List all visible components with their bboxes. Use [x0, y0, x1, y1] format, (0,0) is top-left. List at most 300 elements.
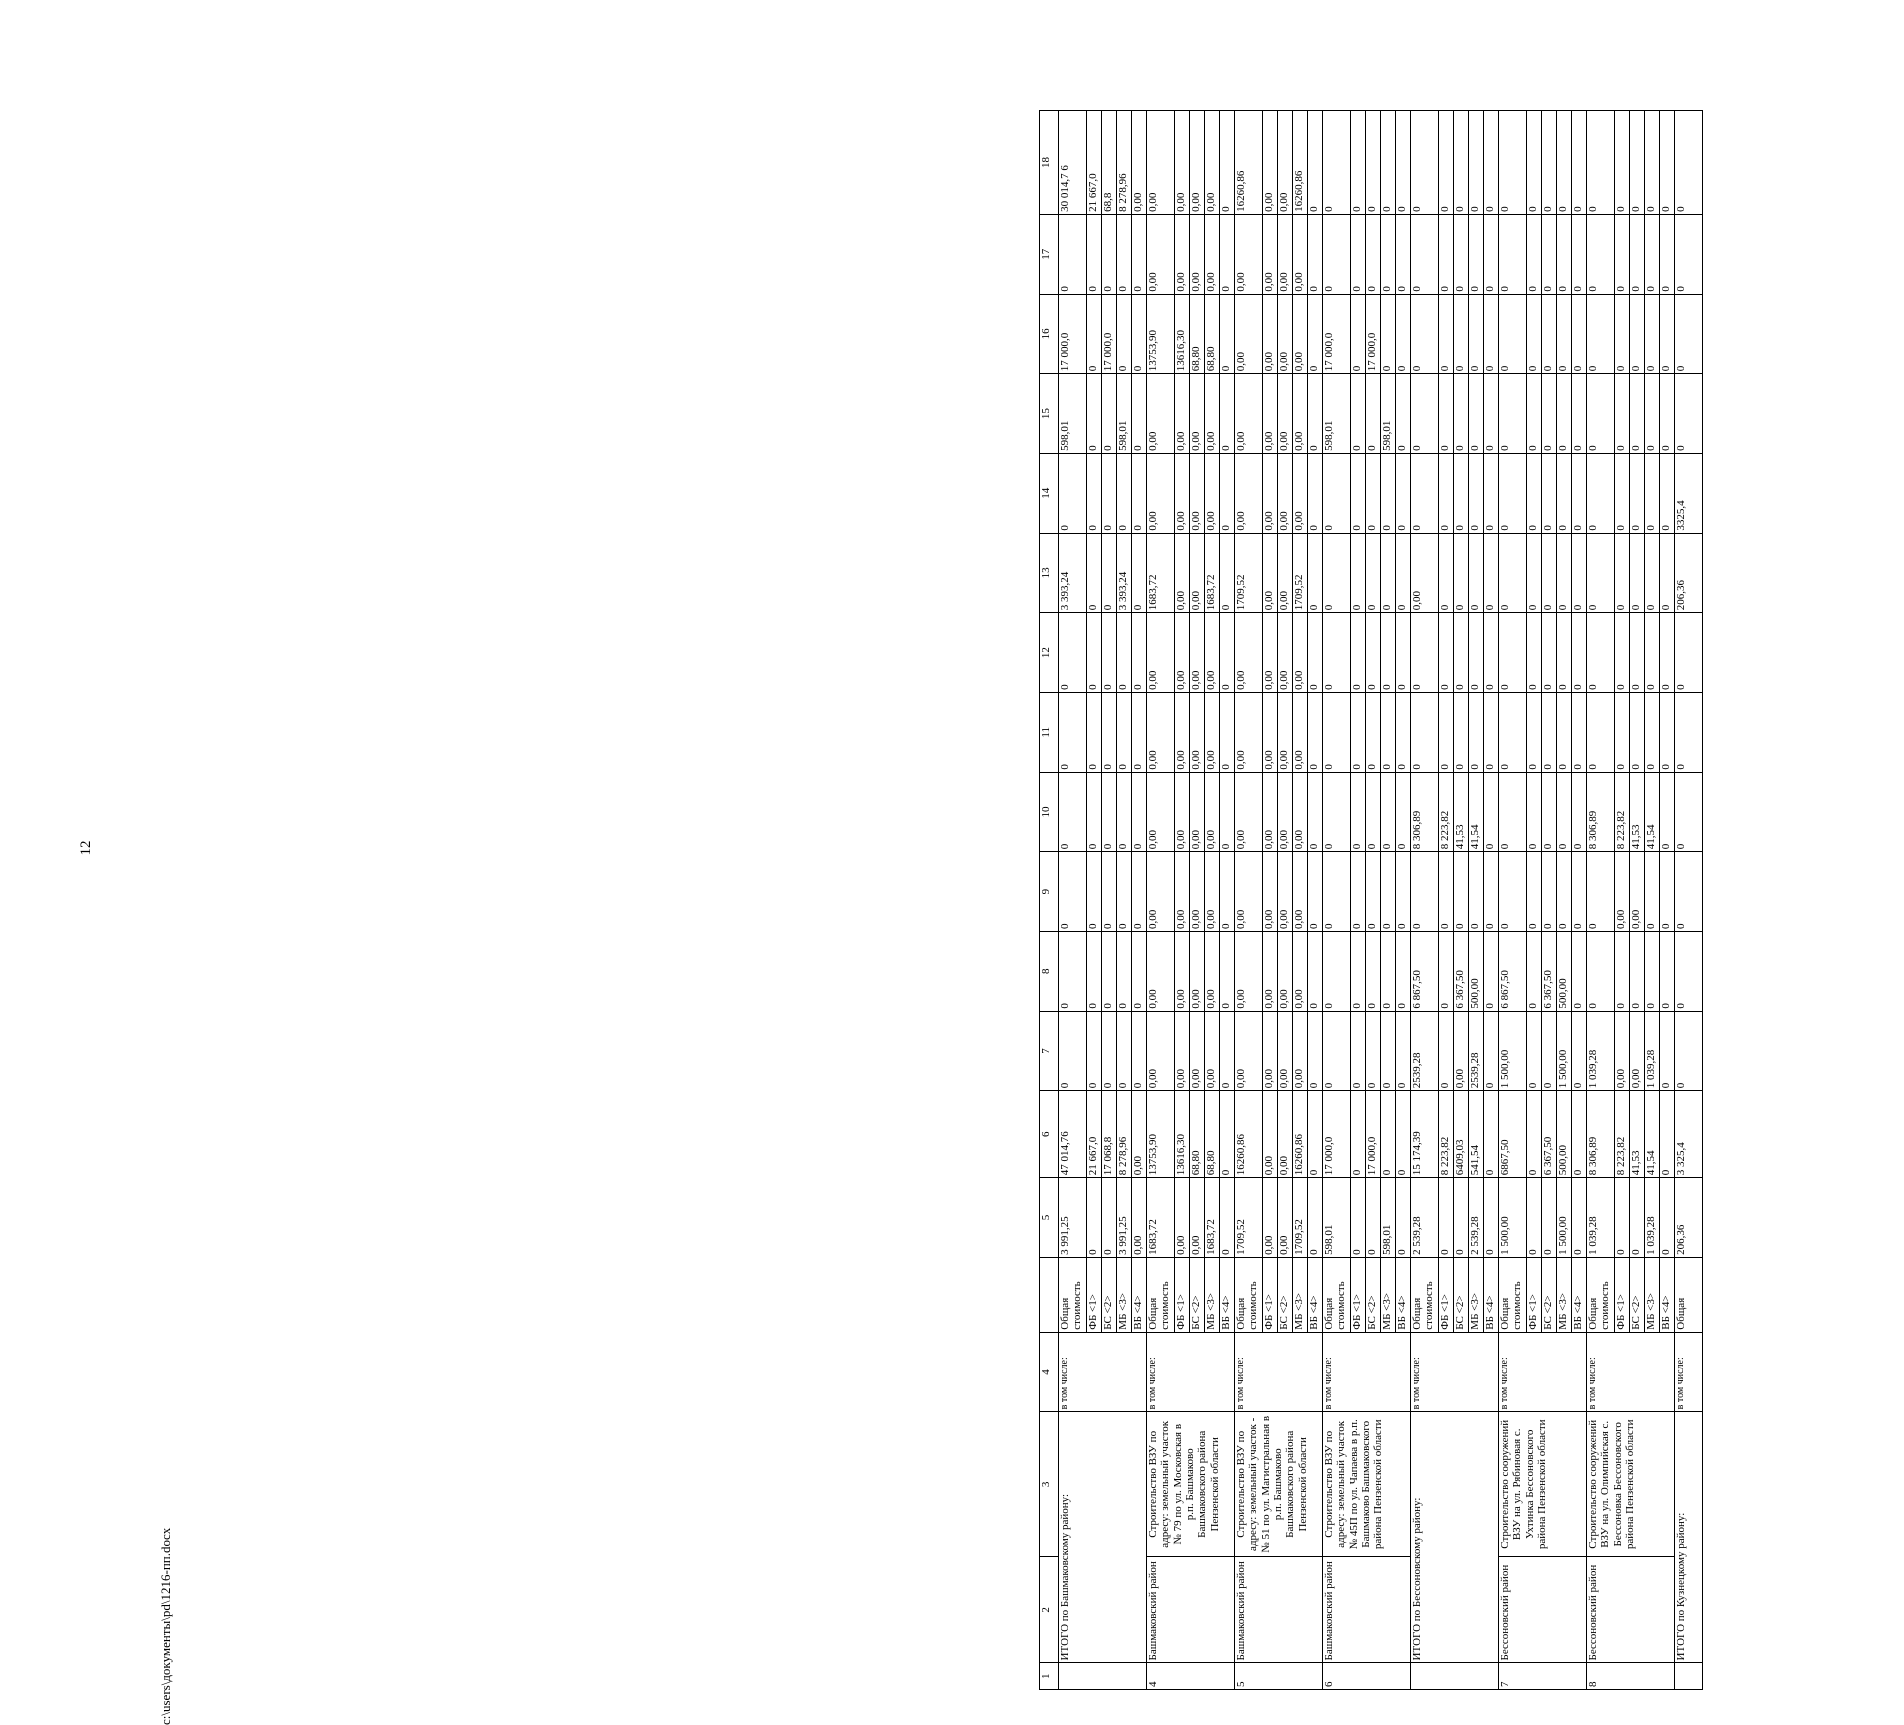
- district-name: Бессоновский район: [1499, 1557, 1587, 1663]
- value-cell: 0: [1587, 111, 1615, 215]
- value-cell: 0,00: [1263, 1091, 1278, 1178]
- value-cell: 0: [1132, 692, 1147, 772]
- header-cell: 1: [1040, 1663, 1059, 1690]
- value-cell: 0: [1381, 533, 1396, 613]
- value-cell: 0: [1411, 111, 1439, 215]
- value-cell: 0: [1527, 852, 1542, 932]
- value-cell: 0: [1587, 374, 1615, 454]
- value-cell: 0: [1454, 214, 1469, 294]
- value-cell: 0: [1059, 613, 1087, 693]
- value-cell: 0,00: [1293, 692, 1308, 772]
- value-cell: 0: [1411, 294, 1439, 374]
- value-cell: 21 667,0: [1087, 1091, 1102, 1178]
- value-cell: 0,00: [1175, 374, 1190, 454]
- value-cell: 68,80: [1205, 1091, 1220, 1178]
- value-cell: 0: [1527, 772, 1542, 852]
- value-cell: 0: [1675, 294, 1703, 374]
- funding-source: МБ <3>: [1205, 1257, 1220, 1332]
- value-cell: 0: [1351, 111, 1366, 215]
- value-cell: 0,00: [1293, 852, 1308, 932]
- value-cell: 0: [1117, 613, 1132, 693]
- value-cell: 0: [1366, 453, 1381, 533]
- value-cell: 0: [1675, 214, 1703, 294]
- value-cell: 0: [1499, 692, 1527, 772]
- value-cell: 68,80: [1190, 294, 1205, 374]
- district-name: Башмаковский район: [1323, 1557, 1411, 1663]
- value-cell: 1709,52: [1293, 1178, 1308, 1258]
- value-cell: 0: [1557, 111, 1572, 215]
- value-cell: 0: [1439, 533, 1454, 613]
- value-cell: 0: [1469, 533, 1484, 613]
- value-cell: 0: [1396, 692, 1411, 772]
- value-cell: 0,00: [1235, 294, 1263, 374]
- value-cell: 0: [1660, 613, 1675, 693]
- value-cell: 0,00: [1278, 692, 1293, 772]
- value-cell: 0: [1484, 111, 1499, 215]
- value-cell: 0: [1499, 294, 1527, 374]
- header-cell: 6: [1040, 1091, 1059, 1178]
- value-cell: 0: [1323, 111, 1351, 215]
- value-cell: 0: [1469, 214, 1484, 294]
- row-number: [1411, 1663, 1499, 1690]
- value-cell: 0: [1132, 931, 1147, 1011]
- value-cell: 6 367,50: [1542, 1091, 1557, 1178]
- value-cell: 0: [1366, 1011, 1381, 1091]
- value-cell: 0,00: [1263, 1178, 1278, 1258]
- value-cell: 0,00: [1235, 374, 1263, 454]
- value-cell: 0: [1117, 453, 1132, 533]
- value-cell: 0: [1308, 453, 1323, 533]
- value-cell: 0: [1366, 533, 1381, 613]
- value-cell: 0,00: [1411, 533, 1439, 613]
- header-cell: 2: [1040, 1557, 1059, 1663]
- value-cell: 8 278,96: [1117, 111, 1132, 215]
- value-cell: 0: [1381, 294, 1396, 374]
- value-cell: 0: [1557, 214, 1572, 294]
- value-cell: 41,54: [1469, 772, 1484, 852]
- value-cell: 1 039,28: [1587, 1011, 1615, 1091]
- value-cell: 0: [1102, 1011, 1117, 1091]
- table-row: [1499, 111, 1527, 1690]
- value-cell: 0: [1630, 294, 1645, 374]
- header-cell: [1040, 1257, 1059, 1332]
- value-cell: 0: [1323, 533, 1351, 613]
- value-cell: 0: [1675, 692, 1703, 772]
- value-cell: 0: [1484, 772, 1499, 852]
- value-cell: 0: [1542, 294, 1557, 374]
- value-cell: 0,00: [1175, 453, 1190, 533]
- value-cell: 0,00: [1630, 1011, 1645, 1091]
- value-cell: 0: [1645, 111, 1660, 215]
- table-header: [1040, 111, 1059, 1690]
- funding-source: БС <2>: [1278, 1257, 1293, 1332]
- funding-source: ВБ <4>: [1484, 1257, 1499, 1332]
- value-cell: 0: [1220, 453, 1235, 533]
- value-cell: 0: [1484, 852, 1499, 932]
- value-cell: 0: [1132, 1011, 1147, 1091]
- value-cell: 0,00: [1263, 214, 1278, 294]
- value-cell: 0,00: [1175, 692, 1190, 772]
- value-cell: 0,00: [1205, 1011, 1220, 1091]
- value-cell: 0: [1381, 692, 1396, 772]
- row-number: 7: [1499, 1663, 1587, 1690]
- header-cell: 13: [1040, 533, 1059, 613]
- value-cell: 0,00: [1190, 214, 1205, 294]
- value-cell: 0: [1484, 1011, 1499, 1091]
- value-cell: 0: [1527, 294, 1542, 374]
- value-cell: 0,00: [1278, 931, 1293, 1011]
- value-cell: 0: [1102, 453, 1117, 533]
- funding-source: МБ <3>: [1117, 1257, 1132, 1332]
- value-cell: 0,00: [1147, 692, 1175, 772]
- value-cell: 0: [1615, 613, 1630, 693]
- value-cell: 0: [1469, 613, 1484, 693]
- value-cell: 0: [1439, 1011, 1454, 1091]
- value-cell: 0: [1366, 931, 1381, 1011]
- value-cell: 0: [1220, 1091, 1235, 1178]
- project-name: Строительство сооружений ВЗУ на ул. Рябиновая с. Ухтинка Бессоновского района Пензенской области: [1499, 1412, 1587, 1557]
- value-cell: 206,36: [1675, 1178, 1703, 1258]
- value-cell: 0: [1542, 214, 1557, 294]
- value-cell: 8 223,82: [1439, 772, 1454, 852]
- value-cell: 0: [1660, 1011, 1675, 1091]
- value-cell: 0: [1396, 111, 1411, 215]
- value-cell: 0,00: [1190, 613, 1205, 693]
- value-cell: 0: [1366, 214, 1381, 294]
- value-cell: 0: [1527, 214, 1542, 294]
- value-cell: 1 500,00: [1557, 1011, 1572, 1091]
- value-cell: 0,00: [1205, 772, 1220, 852]
- value-cell: 0,00: [1263, 111, 1278, 215]
- district-name: Башмаковский район: [1235, 1557, 1323, 1663]
- value-cell: 0,00: [1132, 111, 1147, 215]
- value-cell: 0: [1308, 1178, 1323, 1258]
- value-cell: 0: [1645, 852, 1660, 932]
- value-cell: 0: [1660, 453, 1675, 533]
- value-cell: 0: [1323, 1011, 1351, 1091]
- value-cell: 0: [1220, 1178, 1235, 1258]
- table-row: [1235, 111, 1263, 1690]
- value-cell: 0: [1484, 374, 1499, 454]
- value-cell: 0: [1381, 1011, 1396, 1091]
- funding-source: МБ <3>: [1469, 1257, 1484, 1332]
- funding-source: Общая стоимость: [1147, 1257, 1175, 1332]
- value-cell: 500,00: [1469, 931, 1484, 1011]
- value-cell: 0: [1308, 852, 1323, 932]
- row-number: 4: [1147, 1663, 1235, 1690]
- value-cell: 0: [1557, 852, 1572, 932]
- value-cell: 0,00: [1190, 533, 1205, 613]
- value-cell: 0: [1615, 931, 1630, 1011]
- value-cell: 0,00: [1263, 453, 1278, 533]
- value-cell: 47 014,76: [1059, 1091, 1087, 1178]
- value-cell: 0,00: [1293, 613, 1308, 693]
- value-cell: 598,01: [1381, 374, 1396, 454]
- value-cell: 0: [1572, 533, 1587, 613]
- value-cell: 0,00: [1175, 214, 1190, 294]
- funding-source: МБ <3>: [1645, 1257, 1660, 1332]
- value-cell: 0,00: [1263, 1011, 1278, 1091]
- value-cell: 8 223,82: [1615, 772, 1630, 852]
- breakdown-label: в том числе:: [1235, 1332, 1323, 1412]
- breakdown-label: в том числе:: [1675, 1332, 1703, 1412]
- value-cell: 1683,72: [1205, 1178, 1220, 1258]
- funding-source: БС <2>: [1102, 1257, 1117, 1332]
- value-cell: 598,01: [1117, 374, 1132, 454]
- value-cell: 0: [1439, 294, 1454, 374]
- value-cell: 0: [1132, 214, 1147, 294]
- value-cell: 0,00: [1278, 613, 1293, 693]
- value-cell: 13753,90: [1147, 294, 1175, 374]
- value-cell: 0: [1587, 533, 1615, 613]
- breakdown-label: в том числе:: [1059, 1332, 1147, 1412]
- value-cell: 0: [1484, 1091, 1499, 1178]
- value-cell: 6 367,50: [1542, 931, 1557, 1011]
- row-number: 6: [1323, 1663, 1411, 1690]
- value-cell: 0: [1308, 533, 1323, 613]
- value-cell: 0: [1587, 294, 1615, 374]
- value-cell: 0: [1630, 214, 1645, 294]
- value-cell: 0: [1059, 772, 1087, 852]
- breakdown-label: в том числе:: [1411, 1332, 1499, 1412]
- value-cell: 8 223,82: [1439, 1091, 1454, 1178]
- value-cell: 0: [1557, 374, 1572, 454]
- value-cell: 0: [1439, 931, 1454, 1011]
- funding-source: ФБ <1>: [1527, 1257, 1542, 1332]
- value-cell: 0: [1366, 111, 1381, 215]
- value-cell: 0: [1087, 294, 1102, 374]
- value-cell: 0: [1615, 453, 1630, 533]
- value-cell: 0: [1572, 931, 1587, 1011]
- value-cell: 0,00: [1205, 374, 1220, 454]
- table-row: [1411, 111, 1439, 1690]
- funding-source: ВБ <4>: [1396, 1257, 1411, 1332]
- value-cell: 0: [1220, 111, 1235, 215]
- value-cell: 0: [1527, 931, 1542, 1011]
- value-cell: 15 174,39: [1411, 1091, 1439, 1178]
- value-cell: 0: [1366, 772, 1381, 852]
- header-cell: 4: [1040, 1332, 1059, 1412]
- value-cell: 0: [1308, 214, 1323, 294]
- value-cell: 0: [1630, 533, 1645, 613]
- value-cell: 0: [1087, 453, 1102, 533]
- value-cell: 0: [1615, 533, 1630, 613]
- value-cell: 0,00: [1147, 111, 1175, 215]
- value-cell: 0: [1351, 453, 1366, 533]
- value-cell: 6 867,50: [1411, 931, 1439, 1011]
- group-total-label: ИТОГО по Кузнецкому району:: [1675, 1412, 1703, 1663]
- value-cell: 16260,86: [1235, 111, 1263, 215]
- value-cell: 0,00: [1278, 453, 1293, 533]
- value-cell: 3 393,24: [1059, 533, 1087, 613]
- header-cell: 8: [1040, 931, 1059, 1011]
- value-cell: 0: [1454, 692, 1469, 772]
- value-cell: 0: [1396, 374, 1411, 454]
- table-row: [1147, 111, 1175, 1690]
- value-cell: 0: [1675, 1011, 1703, 1091]
- value-cell: 68,80: [1205, 294, 1220, 374]
- value-cell: 0: [1381, 214, 1396, 294]
- value-cell: 0: [1615, 374, 1630, 454]
- breakdown-label: в том числе:: [1147, 1332, 1235, 1412]
- value-cell: 0: [1454, 533, 1469, 613]
- value-cell: 0: [1660, 214, 1675, 294]
- value-cell: 0,00: [1147, 852, 1175, 932]
- value-cell: 0: [1381, 1091, 1396, 1178]
- value-cell: 8 223,82: [1615, 1091, 1630, 1178]
- value-cell: 0,00: [1235, 1011, 1263, 1091]
- value-cell: 0: [1454, 374, 1469, 454]
- value-cell: 0: [1102, 374, 1117, 454]
- value-cell: 0: [1132, 533, 1147, 613]
- value-cell: 0: [1542, 1011, 1557, 1091]
- value-cell: 0: [1439, 852, 1454, 932]
- value-cell: 0,00: [1175, 1178, 1190, 1258]
- value-cell: 0: [1675, 613, 1703, 693]
- funding-source: БС <2>: [1630, 1257, 1645, 1332]
- breakdown-label: в том числе:: [1499, 1332, 1587, 1412]
- value-cell: 598,01: [1059, 374, 1087, 454]
- value-cell: 0: [1087, 772, 1102, 852]
- value-cell: 0: [1630, 692, 1645, 772]
- value-cell: 541,54: [1469, 1091, 1484, 1178]
- funding-source: ВБ <4>: [1220, 1257, 1235, 1332]
- value-cell: 0: [1396, 294, 1411, 374]
- value-cell: 0: [1102, 852, 1117, 932]
- header-cell: 14: [1040, 453, 1059, 533]
- value-cell: 0: [1645, 613, 1660, 693]
- value-cell: 41,54: [1645, 772, 1660, 852]
- value-cell: 0: [1351, 374, 1366, 454]
- value-cell: 0: [1557, 772, 1572, 852]
- value-cell: 0,00: [1190, 852, 1205, 932]
- value-cell: 0: [1527, 613, 1542, 693]
- value-cell: 13616,30: [1175, 294, 1190, 374]
- value-cell: 1709,52: [1293, 533, 1308, 613]
- value-cell: 0,00: [1175, 111, 1190, 215]
- value-cell: 1 039,28: [1587, 1178, 1615, 1258]
- value-cell: 0: [1351, 1178, 1366, 1258]
- value-cell: 0: [1308, 111, 1323, 215]
- value-cell: 0: [1366, 374, 1381, 454]
- value-cell: 0: [1630, 374, 1645, 454]
- value-cell: 0: [1411, 214, 1439, 294]
- value-cell: 0: [1220, 374, 1235, 454]
- value-cell: 0: [1117, 214, 1132, 294]
- value-cell: 0: [1396, 931, 1411, 1011]
- value-cell: 0: [1454, 852, 1469, 932]
- value-cell: 0: [1381, 453, 1396, 533]
- value-cell: 0: [1484, 533, 1499, 613]
- value-cell: 0: [1087, 1011, 1102, 1091]
- value-cell: 0: [1499, 533, 1527, 613]
- funding-source: БС <2>: [1542, 1257, 1557, 1332]
- value-cell: 0: [1572, 294, 1587, 374]
- value-cell: 41,53: [1630, 1091, 1645, 1178]
- value-cell: 30 014,7 6: [1059, 111, 1087, 215]
- project-name: Строительство ВЗУ по адресу: земельный участок - № 51 по ул. Магистральная в р.п. Башмаково Башмаковского района Пензенской области: [1235, 1412, 1323, 1557]
- funding-source: Общая стоимость: [1587, 1257, 1615, 1332]
- funding-source: ФБ <1>: [1263, 1257, 1278, 1332]
- table-row: [1587, 111, 1615, 1690]
- value-cell: 0: [1396, 852, 1411, 932]
- value-cell: 0: [1675, 852, 1703, 932]
- value-cell: 0: [1645, 692, 1660, 772]
- breakdown-label: в том числе:: [1323, 1332, 1411, 1412]
- value-cell: 0: [1308, 692, 1323, 772]
- value-cell: 0: [1220, 931, 1235, 1011]
- value-cell: 0: [1469, 294, 1484, 374]
- value-cell: 0: [1542, 533, 1557, 613]
- value-cell: 0: [1587, 214, 1615, 294]
- value-cell: 0,00: [1263, 294, 1278, 374]
- district-name: Бессоновский район: [1587, 1557, 1675, 1663]
- table-row: [1059, 111, 1087, 1690]
- value-cell: 0: [1527, 111, 1542, 215]
- funding-source: ФБ <1>: [1175, 1257, 1190, 1332]
- value-cell: 0: [1454, 294, 1469, 374]
- value-cell: 0: [1499, 453, 1527, 533]
- value-cell: 0: [1557, 692, 1572, 772]
- value-cell: 0: [1132, 613, 1147, 693]
- value-cell: 0,00: [1615, 1011, 1630, 1091]
- value-cell: 0: [1308, 931, 1323, 1011]
- value-cell: 0,00: [1293, 214, 1308, 294]
- value-cell: 0,00: [1190, 931, 1205, 1011]
- value-cell: 0,00: [1278, 772, 1293, 852]
- value-cell: 0: [1572, 692, 1587, 772]
- value-cell: 0,00: [1278, 852, 1293, 932]
- value-cell: 0: [1454, 613, 1469, 693]
- value-cell: 8 306,89: [1587, 772, 1615, 852]
- header-cell: 10: [1040, 772, 1059, 852]
- value-cell: 0,00: [1175, 931, 1190, 1011]
- value-cell: 0: [1484, 453, 1499, 533]
- value-cell: 68,80: [1190, 1091, 1205, 1178]
- value-cell: 0: [1351, 533, 1366, 613]
- value-cell: 0: [1351, 214, 1366, 294]
- value-cell: 0: [1087, 214, 1102, 294]
- value-cell: 0: [1396, 613, 1411, 693]
- value-cell: 0: [1645, 214, 1660, 294]
- value-cell: 0,00: [1278, 1091, 1293, 1178]
- value-cell: 0: [1396, 453, 1411, 533]
- group-total-label: ИТОГО по Бессоновскому району:: [1411, 1412, 1499, 1663]
- value-cell: 0: [1087, 613, 1102, 693]
- value-cell: 3 991,25: [1059, 1178, 1087, 1258]
- value-cell: 1683,72: [1147, 1178, 1175, 1258]
- funding-source: Общая стоимость: [1323, 1257, 1351, 1332]
- value-cell: 0: [1117, 852, 1132, 932]
- value-cell: 0: [1396, 214, 1411, 294]
- value-cell: 0: [1351, 772, 1366, 852]
- value-cell: 0: [1366, 613, 1381, 693]
- row-number: [1675, 1663, 1703, 1690]
- value-cell: 0: [1587, 852, 1615, 932]
- value-cell: 0: [1660, 374, 1675, 454]
- value-cell: 0: [1411, 613, 1439, 693]
- value-cell: 0: [1308, 374, 1323, 454]
- value-cell: 2539,28: [1411, 1011, 1439, 1091]
- value-cell: 0: [1117, 931, 1132, 1011]
- value-cell: 0,00: [1263, 931, 1278, 1011]
- value-cell: 0: [1059, 214, 1087, 294]
- funding-source: ФБ <1>: [1615, 1257, 1630, 1332]
- value-cell: 0,00: [1147, 453, 1175, 533]
- value-cell: 0: [1660, 533, 1675, 613]
- value-cell: 0: [1660, 1178, 1675, 1258]
- value-cell: 0,00: [1205, 214, 1220, 294]
